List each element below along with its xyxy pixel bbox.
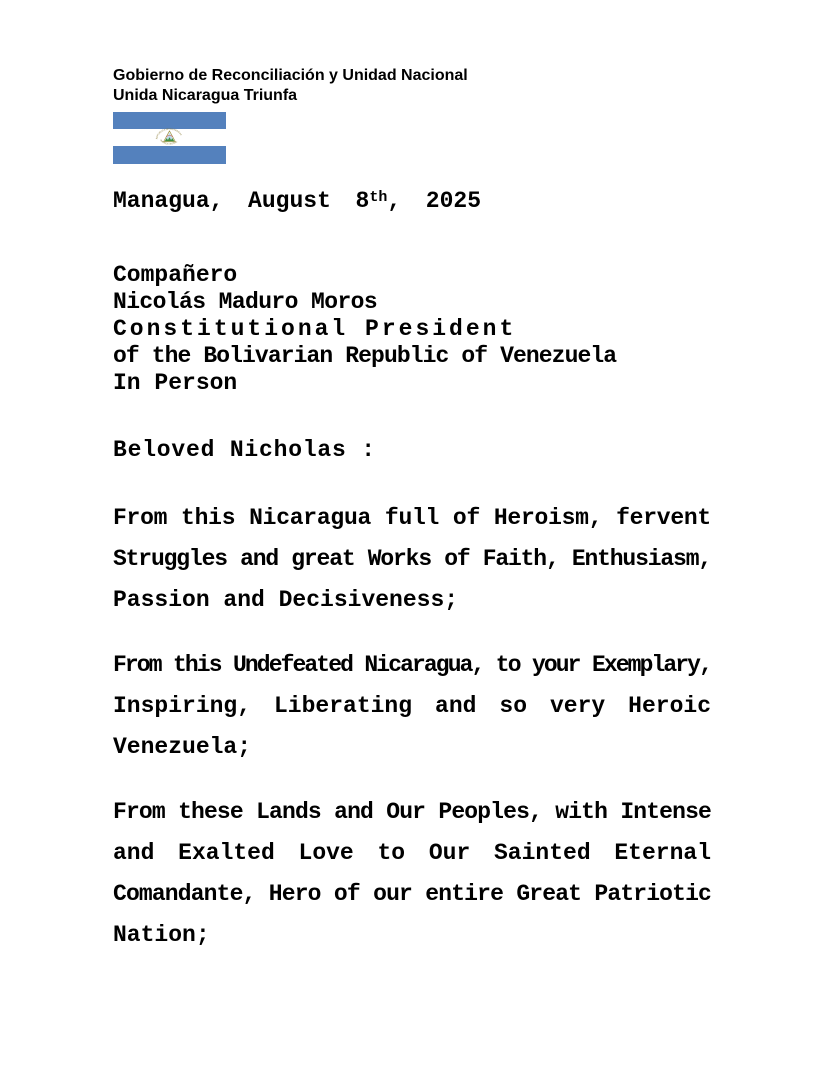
date-suffix: , 2025	[387, 188, 481, 214]
date-line	[113, 183, 481, 216]
coat-of-arms	[154, 127, 185, 147]
date-ordinal-superscript: th	[369, 189, 388, 206]
emblem-arc-text-top: REPUBLICA DE NICARAGUA	[156, 128, 182, 140]
letterhead	[113, 66, 753, 106]
date-prefix: Managua, August 8	[113, 188, 370, 214]
recipient-delivery: In Person	[113, 370, 238, 396]
paragraph-line: From this Undefeated Nicaragua, to your Exemplary,	[113, 652, 711, 678]
salutation: Beloved Nicholas :	[113, 437, 376, 463]
recipient-title: Compañero	[113, 262, 238, 288]
emblem-arc-text-bottom: AMERICA CENTRAL	[159, 139, 179, 146]
flag-white-stripe	[113, 129, 226, 146]
paragraph-3	[113, 792, 711, 956]
paragraph-line: and Exalted Love to Our Sainted Eternal	[113, 840, 711, 866]
paragraph-line: Venezuela;	[113, 734, 252, 760]
paragraph-line: Nation;	[113, 922, 210, 948]
paragraph-line: From these Lands and Our Peoples, with Intense	[113, 799, 711, 825]
recipient-name: Nicolás Maduro Moros	[113, 289, 378, 315]
recipient-country: of the Bolivarian Republic of Venezuela	[113, 343, 617, 369]
paragraph-line: Comandante, Hero of our entire Great Patriotic	[113, 881, 711, 907]
paragraph-line: Inspiring, Liberating and so very Heroic	[113, 693, 711, 719]
paragraph-line: From this Nicaragua full of Heroism, fervent	[113, 505, 711, 531]
nicaragua-flag	[113, 112, 226, 164]
recipient-block	[113, 262, 753, 397]
paragraph-1	[113, 498, 711, 621]
letterhead-line-1: Gobierno de Reconciliación y Unidad Nacional	[113, 67, 468, 84]
letterhead-line-2: Unida Nicaragua Triunfa	[113, 87, 298, 104]
paragraph-2	[113, 645, 711, 768]
paragraph-line: Passion and Decisiveness;	[113, 587, 459, 613]
paragraph-line: Struggles and great Works of Faith, Enthusiasm,	[113, 546, 711, 572]
recipient-role: Constitutional President	[113, 316, 517, 342]
flag-blue-stripe-bottom	[113, 146, 226, 164]
